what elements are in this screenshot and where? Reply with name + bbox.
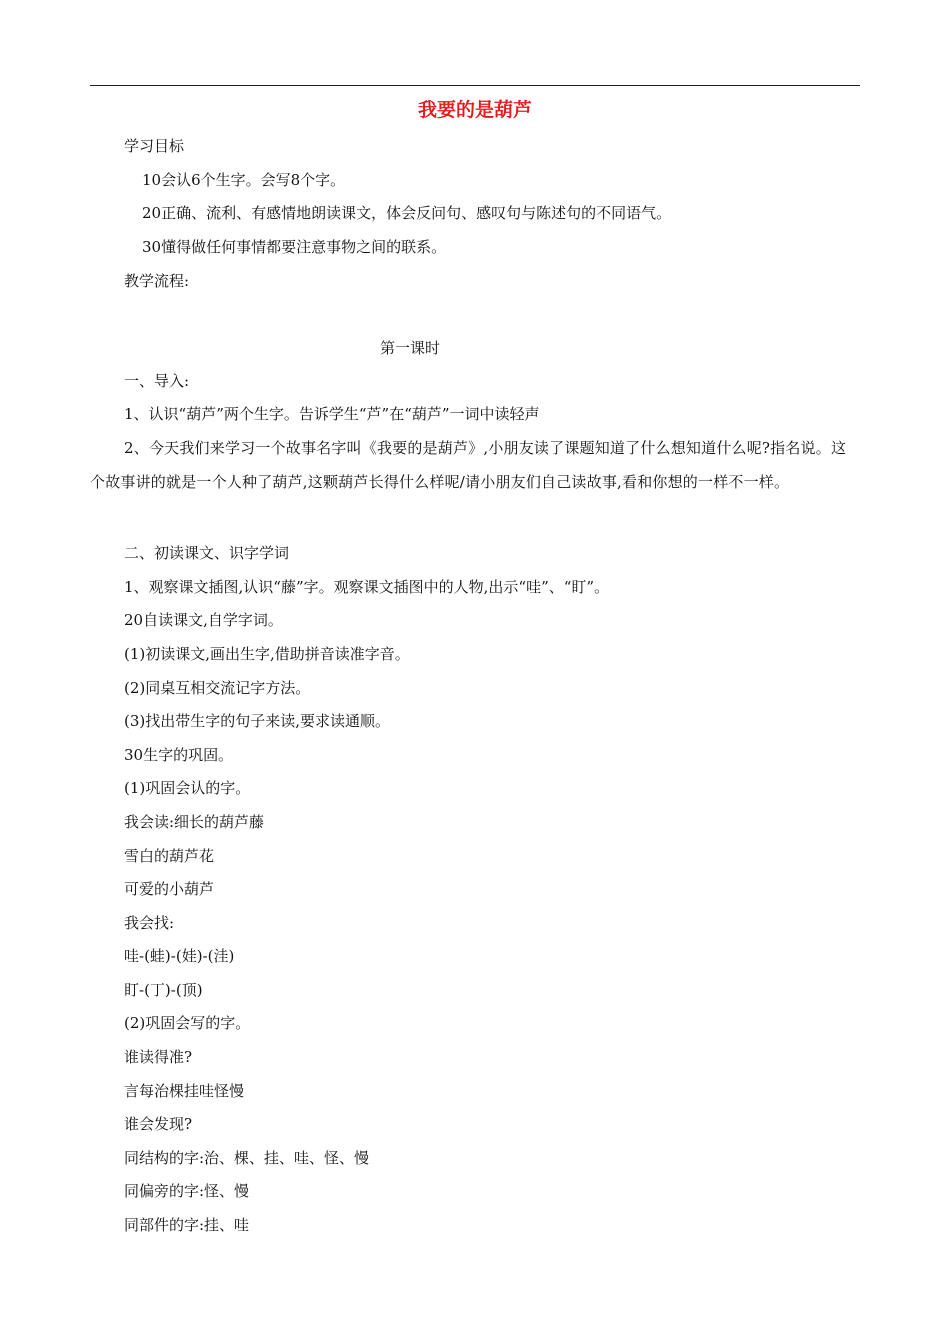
paragraph: 谁读得准? [124, 1048, 193, 1066]
paragraph: 1、观察课文插图,认识“藤”字。观察课文插图中的人物,出示“哇”、“盯”。 [124, 578, 610, 596]
paragraph: 雪白的葫芦花 [124, 847, 215, 865]
objective-item: 20正确、流利、有感情地朗读课文，体会反问句、感叹句与陈述句的不同语气。 [142, 204, 672, 222]
section-heading: 一、导入: [124, 372, 190, 390]
flow-heading: 教学流程: [124, 272, 190, 290]
paragraph: 我会找: [124, 914, 175, 932]
paragraph: 1、认识“葫芦”两个生字。告诉学生“芦”在“葫芦”一词中读轻声 [124, 405, 540, 423]
paragraph: 谁会发现? [124, 1115, 193, 1133]
objective-item: 30懂得做任何事情都要注意事物之间的联系。 [142, 238, 447, 256]
header-rule [90, 85, 860, 86]
paragraph: (1)初读课文,画出生字,借助拼音读准字音。 [124, 645, 410, 663]
paragraph: 言每治棵挂哇怪慢 [124, 1082, 245, 1100]
section-heading: 二、初读课文、识字学词 [124, 544, 290, 562]
paragraph: (1)巩固会认的字。 [124, 779, 251, 797]
paragraph: 盯-(丁)-(顶) [124, 981, 203, 999]
paragraph: 30生字的巩固。 [124, 746, 234, 764]
paragraph: 同偏旁的字:怪、慢 [124, 1182, 250, 1200]
paragraph: (2)巩固会写的字。 [124, 1014, 251, 1032]
paragraph: 同部件的字:挂、哇 [124, 1216, 250, 1234]
paragraph: (3)找出带生字的句子来读,要求读通顺。 [124, 712, 391, 730]
paragraph: 可爱的小葫芦 [124, 880, 215, 898]
objectives-heading: 学习目标 [124, 137, 185, 155]
paragraph: 我会读:细长的葫芦藤 [124, 813, 265, 831]
lesson-heading: 第一课时 [379, 339, 440, 357]
paragraph: 20自读课文,自学字词。 [124, 611, 283, 629]
paragraph: 同结构的字:治、棵、挂、哇、怪、慢 [124, 1149, 370, 1167]
document-title: 我要的是葫芦 [417, 99, 532, 121]
paragraph: (2)同桌互相交流记字方法。 [124, 679, 311, 697]
paragraph: 哇-(蛙)-(娃)-(洼) [124, 947, 235, 965]
paragraph: 2、今天我们来学习一个故事名字叫《我要的是葫芦》,小朋友读了课题知道了什么想知道什么呢?指名说。这个故事讲的就是一个人种了葫芦,这颗葫芦长得什么样呢/请小朋友们自己读故事,看和你想的一样不一样。 [90, 439, 847, 491]
objective-item: 10会认6个生字。会写8个字。 [142, 171, 346, 189]
